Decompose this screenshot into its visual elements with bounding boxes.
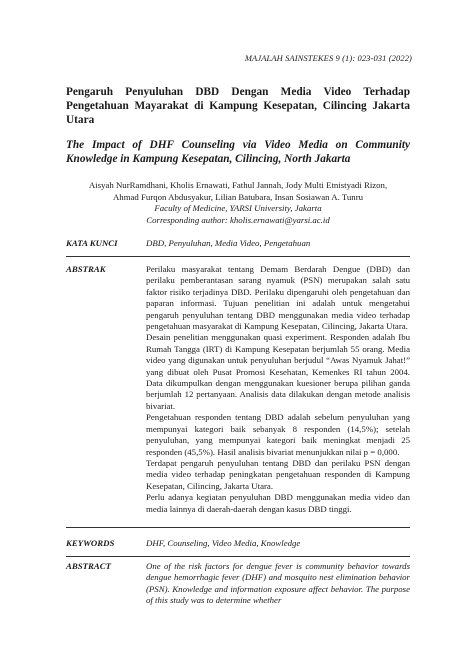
abstrak-body — [146, 264, 410, 515]
abstrak-label: ABSTRAK — [66, 264, 106, 274]
author-list-line-1: Aisyah NurRamdhani, Kholis Ernawati, Fathul Jannah, Jody Multi Etnistyadi Rizon, — [88, 180, 388, 190]
kata-kunci-text: DBD, Penyuluhan, Media Video, Pengetahuan — [146, 238, 311, 248]
divider-kata-kunci — [66, 256, 410, 257]
abstract-label: ABSTRACT — [66, 561, 111, 571]
corresponding-author: Corresponding author: kholis.ernawati@yarsi.ac.id — [146, 214, 330, 225]
running-head: MAJALAH SAINSTEKES 9 (1): 023-031 (2022) — [244, 53, 412, 63]
kata-kunci-label: KATA KUNCI — [66, 238, 118, 248]
abstract-row — [66, 561, 410, 607]
author-block — [66, 180, 410, 226]
abstract-text: One of the risk factors for dengue fever is community behavior towards dengue hemorrhagic fever (DHF) and mosquito nest elimination behavior (PSN). Knowledge and information exposure affect behavior. The purpose of this study was to determine whether — [146, 561, 410, 606]
abstrak-paragraph: Terdapat pengaruh penyuluhan tentang DBD dan perilaku PSN dengan media video terhadap peningkatan pengetahuan responden di Kampung Kesepatan, Cilincing, Jakarta Utara. — [146, 457, 410, 491]
abstrak-paragraph: Desain penelitian menggunakan quasi experiment. Responden adalah Ibu Rumah Tangga (IRT) di Kampung Kesepatan berjumlah 55 orang. Media video yang digunakan untuk penyuluhan berjudul “Awas Nyamuk Jahat!” yang dibuat oleh Pusat Promosi Kesehatan, Kemenkes RI tahun 2004. Data dikumpulkan dengan menggunakan kuesioner berupa pilihan ganda berjumlah 12 pertanyaan. Analisis data dilakukan dengan metode analisis bivariat. — [146, 332, 410, 411]
kata-kunci-row — [66, 238, 410, 249]
title-indonesian: Pengaruh Penyuluhan DBD Dengan Media Video Terhadap Pengetahuan Mayarakat di Kampung Kesepatan, Cilincing Jakarta Utara — [66, 86, 410, 126]
affiliation: Faculty of Medicine, YARSI University, Jakarta — [154, 203, 322, 214]
keywords-row — [66, 538, 410, 549]
abstrak-row — [66, 264, 410, 515]
abstrak-paragraph: Pengetahuan responden tentang DBD adalah sebelum penyuluhan yang mempunyai kategori baik sebanyak 8 responden (14,5%); setelah penyuluhan, yang mempunyai kategori baik meningkat menjadi 25 responden (45,5%). Hasil analisis bivariat menunjukkan nilai p = 0,000. — [146, 412, 410, 457]
abstrak-paragraph: Perlu adanya kegiatan penyuluhan DBD menggunakan media video dan media lainnya di daerah-daerah dengan kasus DBD tinggi. — [146, 492, 410, 514]
abstrak-paragraph: Perilaku masyarakat tentang Demam Berdarah Dengue (DBD) dan perilaku pemberantasan sarang nyamuk (PSN) merupakan salah satu faktor risiko terjadinya DBD. Perilaku dipengaruhi oleh pengetahuan dan paparan informasi. Tujuan penelitian ini adalah untuk mengetahui pengaruh penyuluhan tentang DBD menggunakan media video terhadap pengetahuan masyarakat di Kampung Kesepatan, Cilincing, Jakarta Utara. — [146, 264, 410, 332]
author-list-line-2: Ahmad Furqon Abdusyakur, Lilian Batubara, Insan Sosiawan A. Tunru — [112, 191, 364, 202]
divider-keywords — [66, 556, 410, 557]
title-english: The Impact of DHF Counseling via Video Media on Community Knowledge in Kampung Kesepatan, Cilincing, North Jakarta — [66, 139, 410, 165]
divider-abstrak — [66, 527, 410, 528]
keywords-text: DHF, Counseling, Video Media, Knowledge — [146, 538, 301, 548]
keywords-label: KEYWORDS — [66, 538, 115, 548]
